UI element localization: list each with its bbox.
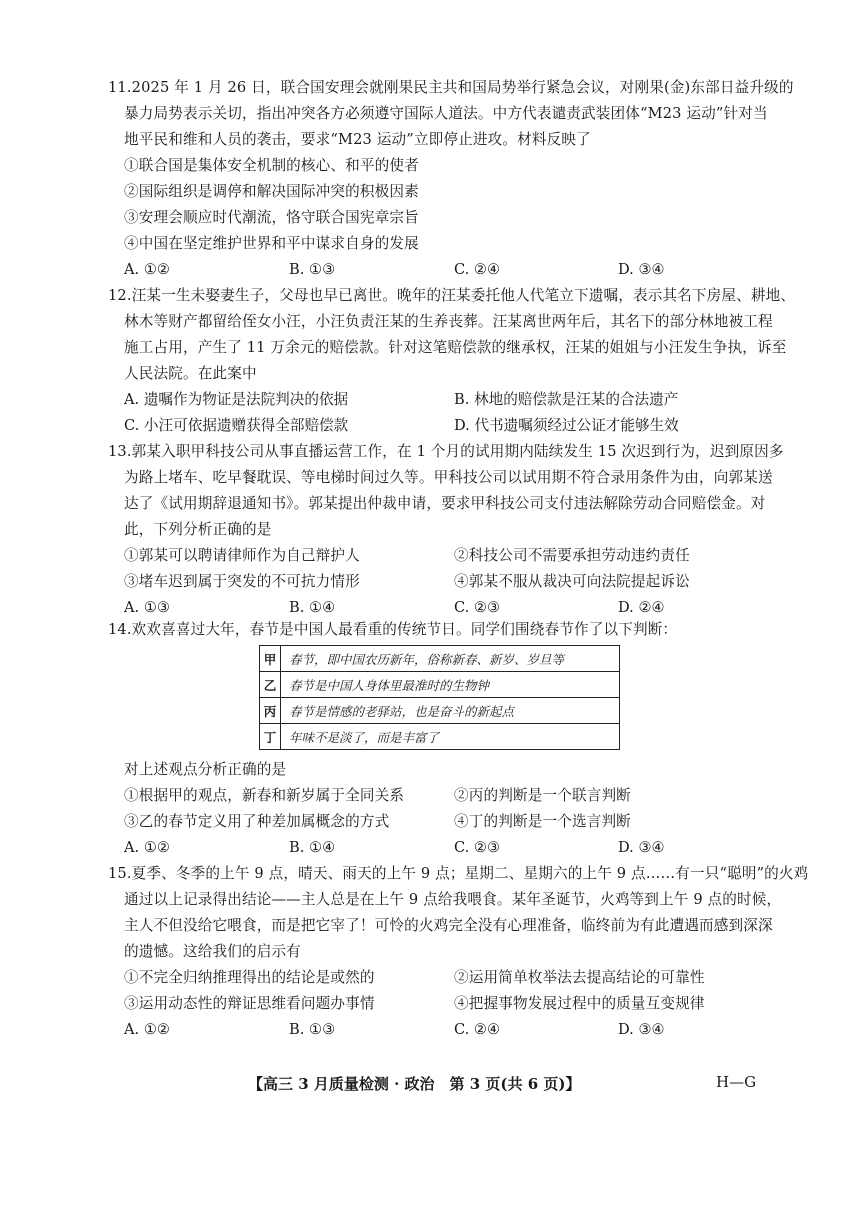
statement-item: ②运用简单枚举法去提高结论的可靠性 bbox=[454, 969, 705, 986]
statement-item: ③运用动态性的辩证思维看问题办事情 bbox=[124, 995, 375, 1012]
question-stem-line: 林木等财产都留给侄女小汪，小汪负责汪某的生养丧葬。汪某离世两年后，其名下的部分林地被工程 bbox=[124, 313, 773, 330]
question-stem-line: 此，下列分析正确的是 bbox=[124, 521, 272, 538]
statement-item: ③堵车迟到属于突发的不可抗力情形 bbox=[124, 573, 360, 590]
answer-option-a: A. ①② bbox=[124, 261, 170, 278]
table-row bbox=[260, 698, 620, 724]
question-stem-line: 12.汪某一生未娶妻生子，父母也早已离世。晚年的汪某委托他人代笔立下遗嘱，表示其名下房屋、耕地、 bbox=[108, 287, 796, 304]
statement-item: ②丙的判断是一个联言判断 bbox=[454, 787, 631, 804]
question-stem-line: 11.2025 年 1 月 26 日，联合国安理会就刚果民主共和国局势举行紧急会议，对刚果(金)东部日益升级的 bbox=[108, 79, 794, 96]
table-row bbox=[260, 646, 620, 672]
answer-option-a: A. ①② bbox=[124, 839, 170, 856]
answer-option-b: B. ①④ bbox=[289, 839, 336, 856]
statement-item: ④中国在坚定维护世界和平中谋求自身的发展 bbox=[124, 235, 419, 252]
statement-item: ②国际组织是调停和解决国际冲突的积极因素 bbox=[124, 183, 419, 200]
row-key: 甲 bbox=[260, 646, 281, 672]
question-stem-line: 人民法院。在此案中 bbox=[124, 365, 257, 382]
row-key: 丙 bbox=[260, 698, 281, 724]
question-stem-line: 通过以上记录得出结论——主人总是在上午 9 点给我喂食。某年圣诞节，火鸡等到上午 9 点的时候， bbox=[124, 891, 782, 908]
statement-item: ②科技公司不需要承担劳动违约责任 bbox=[454, 547, 690, 564]
answer-option-c: C. ②③ bbox=[454, 599, 501, 616]
answer-option-b: B. 林地的赔偿款是汪某的合法遗产 bbox=[454, 391, 679, 408]
statement-item: ①根据甲的观点，新春和新岁属于全同关系 bbox=[124, 787, 405, 804]
question-stem-line: 14.欢欢喜喜过大年，春节是中国人最看重的传统节日。同学们围绕春节作了以下判断： bbox=[108, 621, 678, 638]
paper-code: H—G bbox=[716, 1073, 757, 1091]
answer-option-c: C. ②④ bbox=[454, 261, 501, 278]
answer-option-d: D. ③④ bbox=[618, 261, 665, 278]
answer-option-b: B. ①③ bbox=[289, 261, 336, 278]
row-text: 春节是情感的老驿站，也是奋斗的新起点 bbox=[281, 698, 620, 724]
question-stem-line: 达了《试用期辞退通知书》。郭某提出仲裁申请，要求甲科技公司支付违法解除劳动合同赔偿金。对 bbox=[124, 495, 766, 512]
answer-option-a: A. 遗嘱作为物证是法院判决的依据 bbox=[124, 391, 349, 408]
question-stem-line: 的遗憾。这给我们的启示有 bbox=[124, 943, 301, 960]
judgment-table bbox=[259, 645, 620, 750]
question-stem-line: 为路上堵车、吃早餐耽误、等电梯时间过久等。甲科技公司以试用期不符合录用条件为由，向郭某送 bbox=[124, 469, 773, 486]
row-key: 丁 bbox=[260, 724, 281, 750]
question-prompt: 对上述观点分析正确的是 bbox=[124, 761, 287, 778]
table-row bbox=[260, 672, 620, 698]
answer-option-d: D. ③④ bbox=[618, 839, 665, 856]
answer-option-a: A. ①③ bbox=[124, 599, 170, 616]
answer-option-c: C. ②④ bbox=[454, 1021, 501, 1038]
answer-option-b: B. ①④ bbox=[289, 599, 336, 616]
statement-item: ③乙的春节定义用了种差加属概念的方式 bbox=[124, 813, 390, 830]
row-key: 乙 bbox=[260, 672, 281, 698]
question-stem-line: 地平民和维和人员的袭击，要求“M23 运动”立即停止进攻。材料反映了 bbox=[124, 131, 591, 148]
statement-item: ④郭某不服从裁决可向法院提起诉讼 bbox=[454, 573, 690, 590]
question-stem-line: 13.郭某入职甲科技公司从事直播运营工作，在 1 个月的试用期内陆续发生 15 次迟到行为，迟到原因多 bbox=[108, 443, 784, 460]
answer-option-d: D. 代书遗嘱须经过公证才能够生效 bbox=[454, 417, 679, 434]
question-stem-line: 主人不但没给它喂食，而是把它宰了！可怜的火鸡完全没有心理准备，临终前为有此遭遇而感到深深 bbox=[124, 917, 773, 934]
question-stem-line: 暴力局势表示关切，指出冲突各方必须遵守国际人道法。中方代表谴责武装团体“M23 运动”针对当 bbox=[124, 105, 768, 122]
page-footer: 【高三 3 月质量检测 · 政治 第 3 页(共 6 页)】 bbox=[248, 1075, 581, 1093]
statement-item: ④丁的判断是一个选言判断 bbox=[454, 813, 631, 830]
question-stem-line: 施工占用，产生了 11 万余元的赔偿款。针对这笔赔偿款的继承权，汪某的姐姐与小汪发生争执，诉至 bbox=[124, 339, 787, 356]
statement-item: ④把握事物发展过程中的质量互变规律 bbox=[454, 995, 705, 1012]
answer-option-c: C. ②③ bbox=[454, 839, 501, 856]
row-text: 年味不是淡了，而是丰富了 bbox=[281, 724, 620, 750]
statement-item: ①不完全归纳推理得出的结论是或然的 bbox=[124, 969, 375, 986]
question-stem-line: 15.夏季、冬季的上午 9 点，晴天、雨天的上午 9 点；星期二、星期六的上午 9 点……有一只“聪明”的火鸡 bbox=[108, 865, 809, 882]
row-text: 春节，即中国农历新年，俗称新春、新岁、岁旦等 bbox=[281, 646, 620, 672]
answer-option-d: D. ②④ bbox=[618, 599, 665, 616]
table-row bbox=[260, 724, 620, 750]
answer-option-d: D. ③④ bbox=[618, 1021, 665, 1038]
answer-option-b: B. ①③ bbox=[289, 1021, 336, 1038]
answer-option-c: C. 小汪可依据遗赠获得全部赔偿款 bbox=[124, 417, 349, 434]
statement-item: ①联合国是集体安全机制的核心、和平的使者 bbox=[124, 157, 419, 174]
statement-item: ①郭某可以聘请律师作为自己辩护人 bbox=[124, 547, 360, 564]
statement-item: ③安理会顺应时代潮流，恪守联合国宪章宗旨 bbox=[124, 209, 419, 226]
answer-option-a: A. ①② bbox=[124, 1021, 170, 1038]
row-text: 春节是中国人身体里最准时的生物钟 bbox=[281, 672, 620, 698]
